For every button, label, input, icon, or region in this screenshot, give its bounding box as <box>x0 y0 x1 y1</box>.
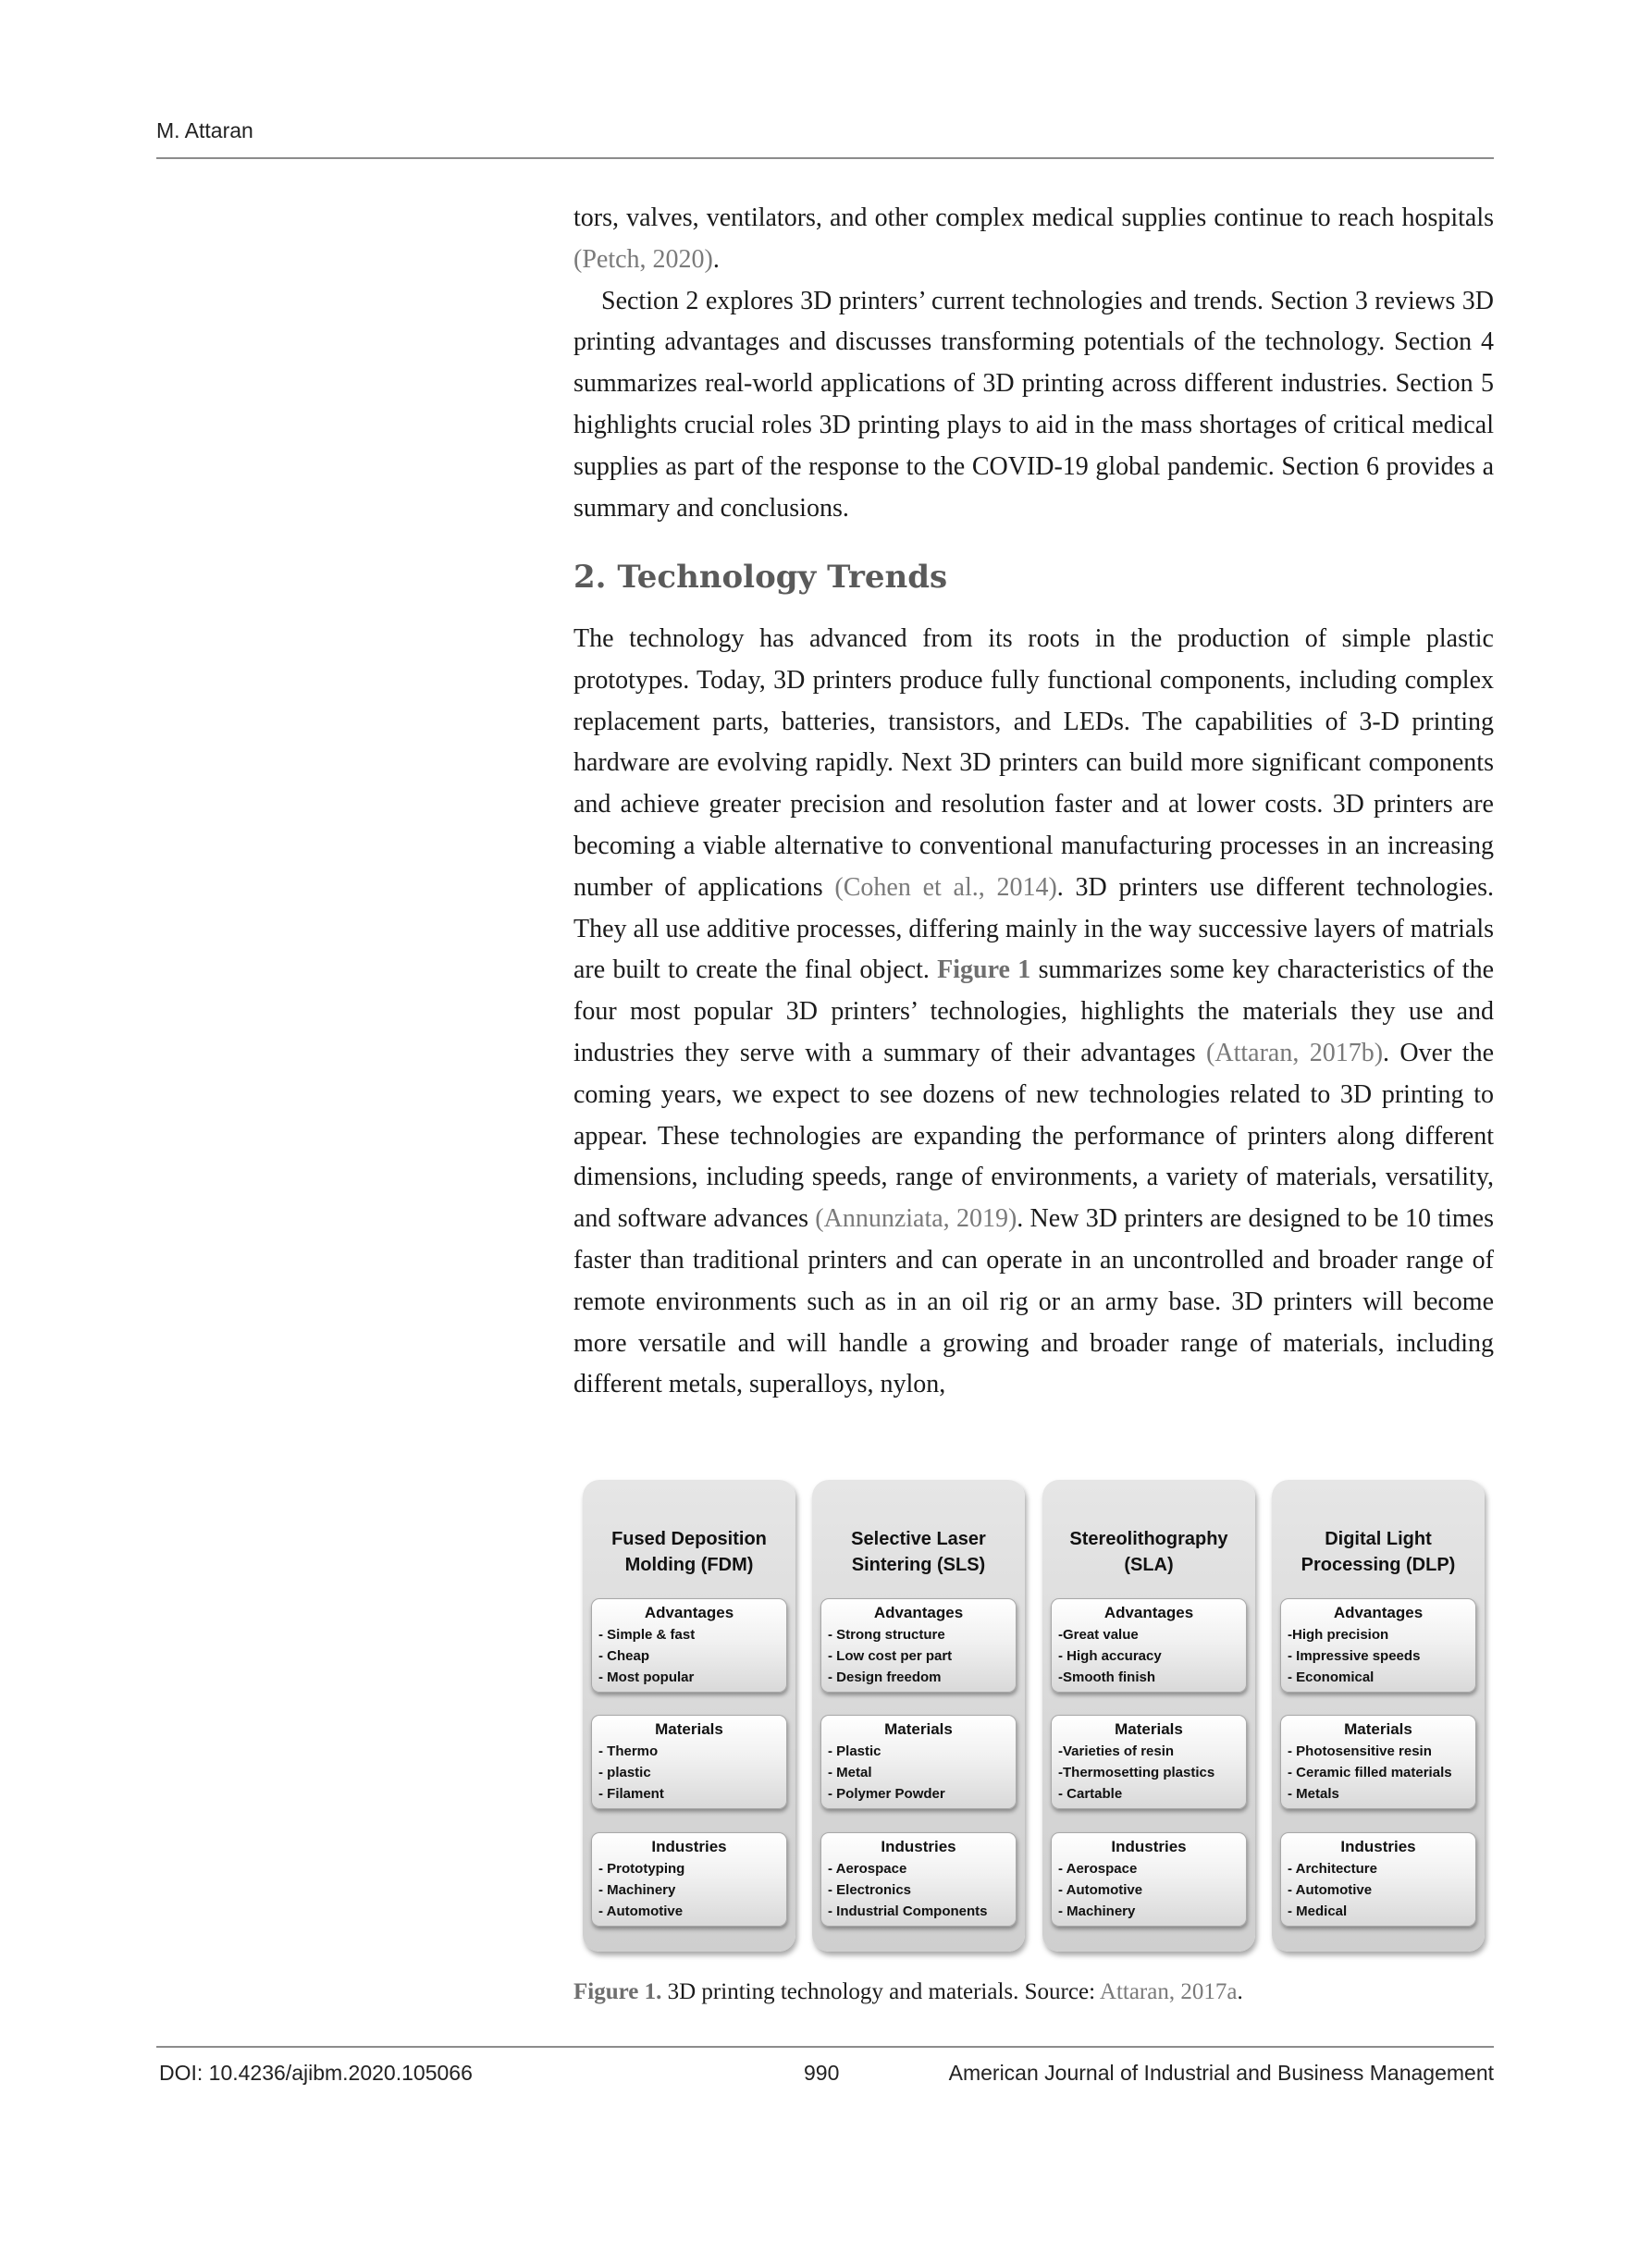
box-item: - Metal <box>828 1765 872 1780</box>
paragraph-text: . 3D printers use different technologies. They all use additive processes, differing mainly in the way successive layers of matrials are built to create the final object. <box>573 872 1494 985</box>
box-title: Advantages <box>1333 1604 1424 1621</box>
box-item: - Industrial Components <box>828 1903 988 1919</box>
box-title: Industries <box>1111 1838 1187 1855</box>
industries-box <box>1280 1832 1476 1927</box>
materials-box <box>1280 1715 1476 1809</box>
figure-column-sla <box>1042 1480 1255 1952</box>
header-divider <box>156 157 1494 159</box>
column-title: Digital Light Processing (DLP) <box>1301 1529 1456 1575</box>
box-item: -Great value <box>1058 1627 1139 1643</box>
industries-box <box>1051 1832 1247 1927</box>
column-title: Fused Deposition Molding (FDM) <box>611 1529 767 1575</box>
box-title: Advantages <box>644 1604 734 1621</box>
citation-link[interactable]: (Petch, 2020) <box>573 244 713 274</box>
box-item: - Ceramic filled materials <box>1288 1765 1452 1780</box>
box-item: - Strong structure <box>828 1627 945 1643</box>
materials-box <box>591 1715 787 1809</box>
running-header-author: M. Attaran <box>156 118 253 142</box>
box-item: - Impressive speeds <box>1288 1648 1421 1664</box>
box-title: Materials <box>1344 1720 1412 1738</box>
citation-link[interactable]: (Annunziata, 2019) <box>815 1204 1017 1234</box>
footer-page-number: 990 <box>804 2061 840 2085</box>
box-item: - Plastic <box>828 1743 881 1759</box>
box-item: - Machinery <box>598 1882 676 1898</box>
advantages-box <box>820 1598 1017 1693</box>
box-item: - Automotive <box>598 1903 684 1919</box>
box-title: Industries <box>1340 1838 1416 1855</box>
figure-3d-printing-technologies <box>583 1480 1494 1956</box>
box-item: - Simple & fast <box>598 1627 696 1643</box>
box-title: Materials <box>655 1720 723 1738</box>
column-title: Selective Laser Sintering (SLS) <box>851 1529 986 1575</box>
technology-trends-text-block <box>573 619 1494 1406</box>
box-item: - Aerospace <box>828 1861 907 1877</box>
advantages-box <box>591 1598 787 1693</box>
box-item: - Most popular <box>598 1669 695 1685</box>
box-item: -Smooth finish <box>1058 1669 1155 1685</box>
materials-box <box>820 1715 1017 1809</box>
box-title: Advantages <box>873 1604 964 1621</box>
box-item: - Machinery <box>1058 1903 1136 1919</box>
figure-column-sls <box>812 1480 1025 1952</box>
box-item: - Low cost per part <box>828 1648 953 1664</box>
figure-label: Figure 1. <box>573 1979 662 2004</box>
box-item: - Thermo <box>598 1743 659 1759</box>
section-heading: 2. Technology Trends <box>573 559 948 596</box>
box-item: - Cartable <box>1058 1786 1123 1802</box>
paragraph-section-outline: Section 2 explores 3D printers’ current technologies and trends. Section 3 reviews 3D printing advantages and discusses transforming potentials of the technology. Section 4 summarizes real-world applications of 3D printing across different industries. Section 5 highlights crucial roles 3D printing plays to aid in the mass shortages of critical medical supplies as part of the response to the COVID-19 global pandemic. Section 6 provides a summary and conclusions. <box>573 286 1494 523</box>
paragraph-technology-trends <box>573 619 1494 1406</box>
box-item: - Electronics <box>828 1882 912 1898</box>
box-item: -High precision <box>1288 1627 1389 1643</box>
box-item: - Cheap <box>598 1648 650 1664</box>
box-title: Industries <box>881 1838 956 1855</box>
box-item: - Photosensitive resin <box>1288 1743 1432 1759</box>
box-item: -Thermosetting plastics <box>1058 1765 1215 1780</box>
box-item: - plastic <box>598 1765 651 1780</box>
industries-box <box>591 1832 787 1927</box>
box-item: - Filament <box>598 1786 664 1802</box>
caption-text: . <box>1237 1979 1243 2004</box>
caption-text: 3D printing technology and materials. Source: <box>661 1979 1100 2004</box>
citation-link[interactable]: Attaran, 2017a <box>1099 1979 1238 2004</box>
paragraph-text: tors, valves, ventilators, and other complex medical supplies continue to reach hospitals <box>573 203 1494 232</box>
figure-column-dlp <box>1272 1480 1485 1952</box>
figure-reference-link[interactable]: Figure 1 <box>937 955 1031 985</box>
box-title: Materials <box>884 1720 953 1738</box>
footer-journal-name: American Journal of Industrial and Business Management <box>948 2061 1494 2085</box>
box-item: -Varieties of resin <box>1058 1743 1175 1759</box>
box-title: Materials <box>1115 1720 1183 1738</box>
citation-link[interactable]: (Cohen et al., 2014) <box>834 872 1057 902</box>
paragraph-text: summarizes some key characteristics of the four most popular 3D printers’ technologies, highlights the materials they use and industries they serve with a summary of their advantages <box>573 955 1494 1067</box>
box-item: - Architecture <box>1288 1861 1377 1877</box>
box-item: - Design freedom <box>828 1669 942 1685</box>
box-item: - Automotive <box>1288 1882 1373 1898</box>
paragraph-text: . Over the coming years, we expect to see dozens of new technologies related to 3D printing to appear. These technologies are expanding the performance of printers along different dimensions, including speeds, range of environments, a variety of materials, versatility, and software advances <box>573 1038 1494 1234</box>
paragraph-text: . <box>712 244 720 274</box>
advantages-box <box>1280 1598 1476 1693</box>
footer-divider <box>156 2046 1494 2048</box>
box-item: - Polymer Powder <box>828 1786 945 1802</box>
figure-column-fdm <box>583 1480 795 1952</box>
column-title: Stereolithography (SLA) <box>1069 1529 1228 1575</box>
citation-link[interactable]: (Attaran, 2017b) <box>1206 1038 1384 1067</box>
box-item: - Aerospace <box>1058 1861 1138 1877</box>
paragraph-text: The technology has advanced from its roots in the production of simple plastic prototypes. Today, 3D printers produce fully functional components, including complex replacement parts, batteries, transistors, and LEDs. The capabilities of 3-D printing hardware are evolving rapidly. Next 3D printers can build more significant components and achieve greater precision and resolution faster and at lower costs. 3D printers are becoming a viable alternative to conventional manufacturing processes in an increasing number of applications <box>573 624 1494 902</box>
box-title: Industries <box>651 1838 727 1855</box>
box-item: - Medical <box>1288 1903 1348 1919</box>
figure-caption <box>573 1979 1243 2005</box>
box-item: - Prototyping <box>598 1861 685 1877</box>
box-title: Advantages <box>1103 1604 1194 1621</box>
intro-text-block <box>573 198 1494 529</box>
box-item: - Metals <box>1288 1786 1339 1802</box>
box-item: - Automotive <box>1058 1882 1143 1898</box>
paragraph-continuation <box>573 198 1494 281</box>
box-item: - Economical <box>1288 1669 1375 1685</box>
footer-doi[interactable]: DOI: 10.4236/ajibm.2020.105066 <box>159 2061 473 2085</box>
paragraph-text: . New 3D printers are designed to be 10 times faster than traditional printers and can operate in an uncontrolled and broader range of remote environments such as in an oil rig or an army base. 3D printers will become more versatile and will handle a growing and broader range of materials, including different metals, superalloys, nylon, <box>573 1204 1495 1399</box>
box-item: - High accuracy <box>1058 1648 1162 1664</box>
materials-box <box>1051 1715 1247 1809</box>
industries-box <box>820 1832 1017 1927</box>
advantages-box <box>1051 1598 1247 1693</box>
